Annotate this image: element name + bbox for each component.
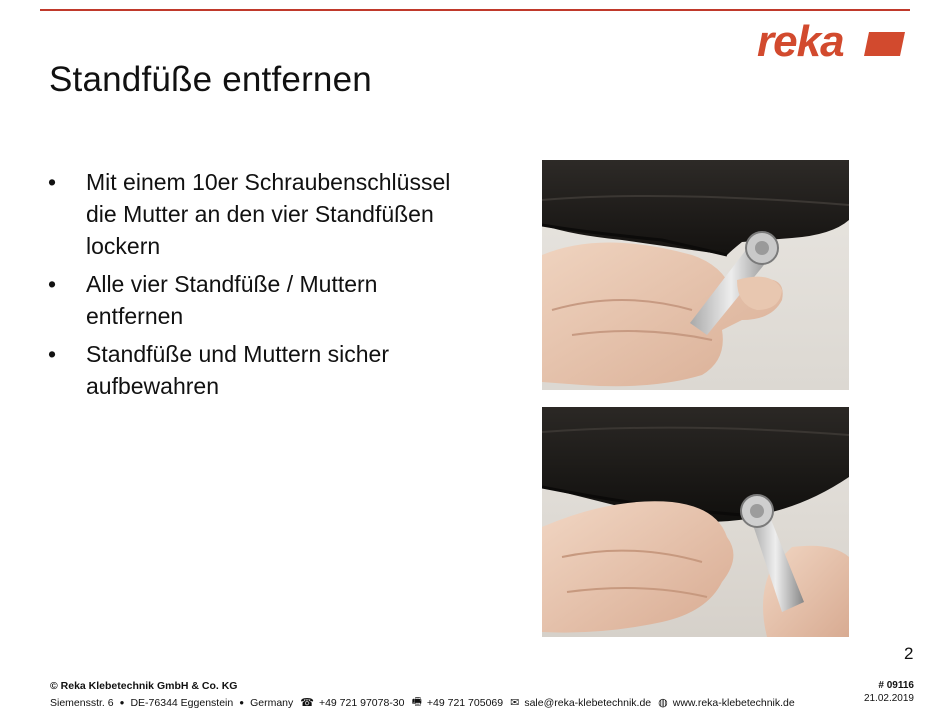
fax-icon: 🖷 bbox=[411, 696, 422, 708]
footer-company: © Reka Klebetechnik GmbH & Co. KG bbox=[50, 680, 238, 692]
document-number: # 09116 bbox=[878, 680, 914, 691]
bullet-item bbox=[48, 268, 468, 332]
phone-icon: ☎ bbox=[300, 697, 314, 709]
bullet-list bbox=[48, 166, 468, 408]
photo-removing-nut bbox=[542, 407, 849, 637]
bullet-item bbox=[48, 166, 468, 262]
photo-loosening-nut bbox=[542, 160, 849, 390]
slide-title: Standfüße entfernen bbox=[49, 60, 372, 99]
footer-web[interactable]: www.reka-klebetechnik.de bbox=[672, 696, 795, 709]
footer-phone: +49 721 97078-30 bbox=[318, 696, 405, 709]
reka-logo bbox=[757, 18, 907, 64]
photo-wrench-loosening-nut-icon bbox=[542, 160, 849, 390]
email-icon: ✉ bbox=[510, 697, 520, 709]
footer-country: Germany bbox=[250, 696, 294, 709]
photo-wrench-removing-nut-icon bbox=[542, 407, 849, 637]
page-number: 2 bbox=[904, 644, 914, 663]
bullet-item bbox=[48, 338, 468, 402]
footer-fax: +49 721 705069 bbox=[426, 696, 504, 709]
globe-icon: ◍ bbox=[658, 697, 668, 709]
header-rule bbox=[40, 9, 910, 11]
bullet-marker: • bbox=[48, 271, 57, 297]
footer-separator: ● bbox=[119, 698, 125, 707]
document-date: 21.02.2019 bbox=[863, 693, 914, 704]
footer-separator: ● bbox=[239, 698, 245, 707]
footer-street: Siemensstr. 6 bbox=[50, 696, 114, 709]
footer-email[interactable]: sale@reka-klebetechnik.de bbox=[524, 696, 652, 709]
logo-square bbox=[864, 32, 905, 56]
bullet-marker: • bbox=[48, 169, 57, 195]
bullet-text: Standfüße und Muttern sicher aufbewahren bbox=[86, 341, 389, 399]
bullet-marker: • bbox=[48, 341, 57, 367]
logo-wordmark: reka bbox=[757, 18, 844, 64]
bullet-text: Alle vier Standfüße / Muttern entfernen bbox=[86, 271, 378, 329]
footer-contact-line bbox=[50, 693, 795, 712]
bullet-text: Mit einem 10er Schraubenschlüssel die Mutter an den vier Standfüßen lockern bbox=[86, 169, 451, 259]
footer-city: DE-76344 Eggenstein bbox=[130, 696, 234, 709]
